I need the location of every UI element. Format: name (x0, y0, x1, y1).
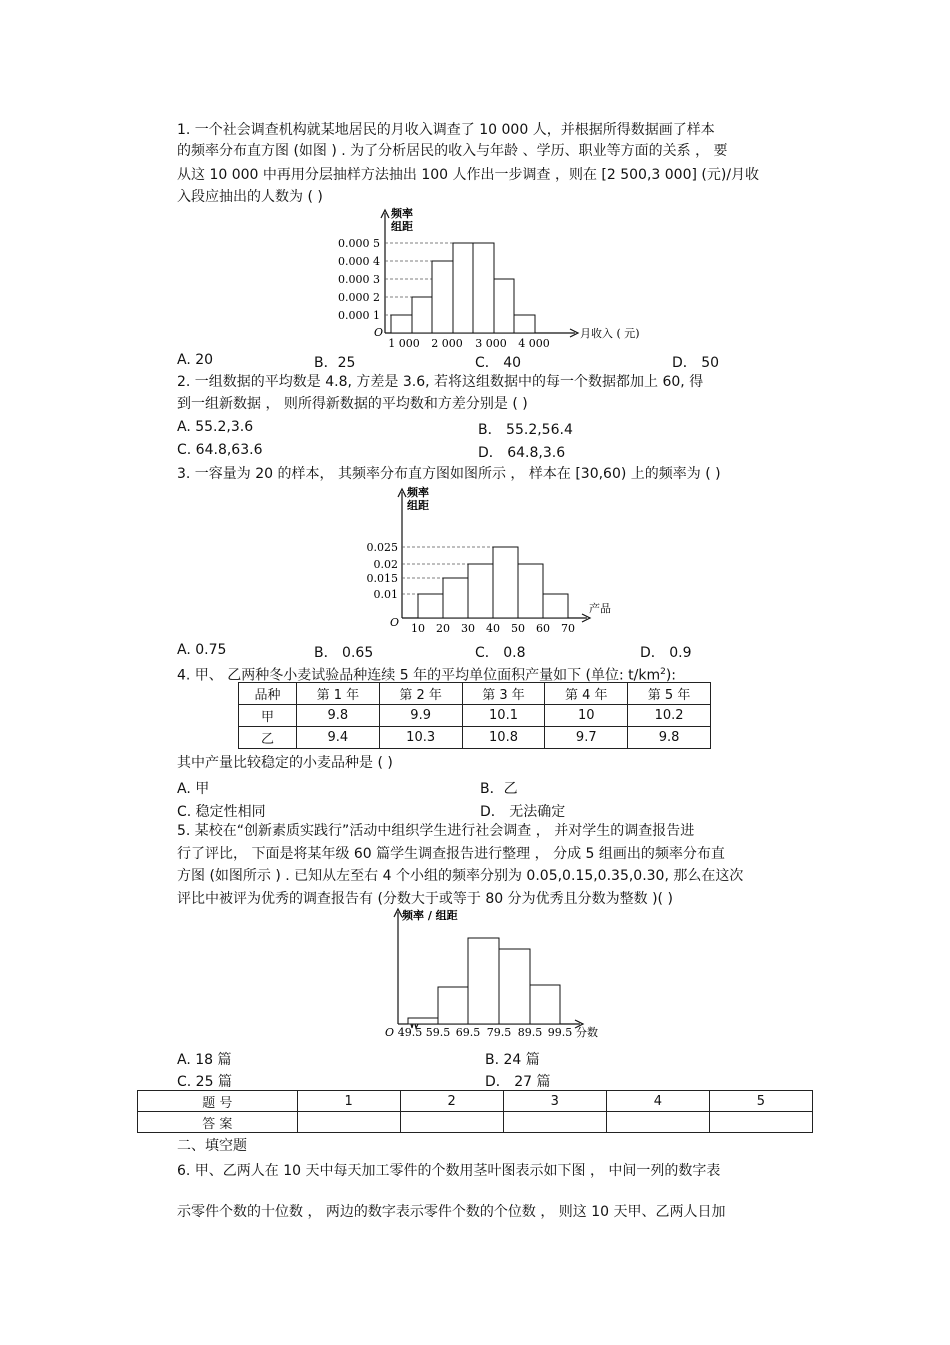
table-cell: 10 (545, 705, 628, 727)
chart1-ytick-2: 0.000 3 (338, 273, 380, 286)
chart2-xtick-4: 50 (511, 622, 525, 635)
q6-line-2: 示零件个数的十位数 ， 两边的数字表示零件个数的个位数 ， 则这 10 天甲、乙两人日加 (177, 1204, 726, 1220)
table-cell: 乙 (239, 727, 297, 749)
q5-option-c[interactable]: C. 25 篇 (177, 1074, 232, 1090)
q4-option-b[interactable]: B．乙 (480, 781, 518, 797)
q4-unit-end: ): (665, 667, 677, 684)
chart2-xtick-2: 30 (461, 622, 475, 635)
q4-option-c[interactable]: C. 稳定性相同 (177, 804, 266, 820)
chart1-ylabel-bottom: 组距 (391, 220, 413, 233)
q2-line-2: 到一组新数据 ， 则所得新数据的平均数和方差分别是 ( ) (177, 396, 528, 412)
answer-cell[interactable] (606, 1112, 709, 1133)
answer-question-number: 2 (400, 1091, 503, 1112)
answer-row-label: 答 案 (138, 1112, 298, 1133)
chart1-xtick-3: 4 000 (518, 337, 550, 350)
chart1-ytick-1: 0.000 4 (338, 255, 380, 268)
table-row (138, 1091, 813, 1112)
q6-line-1: 6. 甲、乙两人在 10 天中每天加工零件的个数用茎叶图表示如下图 ， 中间一列的数字表 (177, 1163, 721, 1179)
chart2-ytick-3: 0.01 (373, 588, 398, 601)
chart3-xtick-2: 69.5 (455, 1026, 481, 1039)
chart2-ylabel-bottom: 组距 (407, 499, 429, 512)
table-cell: 10.3 (379, 727, 462, 749)
answer-question-number: 3 (503, 1091, 606, 1112)
q2-option-a[interactable]: A. 55.2,3.6 (177, 419, 254, 435)
table-row (239, 705, 711, 727)
answer-question-number: 5 (709, 1091, 812, 1112)
table-cell: 10.2 (628, 705, 711, 727)
chart2-origin: O (390, 616, 400, 629)
answer-cell[interactable] (709, 1112, 812, 1133)
q3-option-a[interactable]: A. 0.75 (177, 642, 227, 658)
chart1-xtick-1: 2 000 (431, 337, 463, 350)
q1-line-1: 1. 一个社会调查机构就某地居民的月收入调查了 10 000 人，并根据所得数据画了样本 (177, 122, 715, 138)
chart1-xtick-0: 1 000 (388, 337, 420, 350)
q5-line-4: 评比中被评为优秀的调查报告有 (分数大于或等于 80 分为优秀且分数为整数 )( ) (177, 891, 673, 907)
chart2-ylabel-top: 频率 (407, 486, 429, 499)
table-cell: 9.7 (545, 727, 628, 749)
q1-option-a[interactable]: A. 20 (177, 352, 214, 368)
q3-text: 3. 一容量为 20 的样本， 其频率分布直方图如图所示 ， 样本在 [30,60) 上的频率为 ( ) (177, 466, 721, 482)
chart3-ylabel: 频率 / 组距 (402, 909, 458, 922)
score-histogram (380, 906, 610, 1044)
chart2-ytick-1: 0.02 (373, 558, 398, 571)
table-cell: 9.8 (628, 727, 711, 749)
chart3-xtick-1: 59.5 (425, 1026, 451, 1039)
chart3-xlabel: 分数 (576, 1026, 598, 1039)
wheat-yield-table (238, 682, 711, 749)
chart3-xtick-5: 99.5 (547, 1026, 573, 1039)
chart1-ylabel-top: 频率 (391, 207, 413, 220)
q3-option-c[interactable]: C． 0.8 (475, 645, 526, 661)
q1-option-b[interactable]: B．25 (314, 355, 356, 371)
chart1-xlabel: 月收入 ( 元) (580, 327, 640, 340)
chart2-xtick-5: 60 (536, 622, 550, 635)
chart3-xtick-3: 79.5 (486, 1026, 512, 1039)
q1-line-4: 入段应抽出的人数为 ( ) (177, 189, 323, 205)
q4-after-text: 其中产量比较稳定的小麦品种是 ( ) (177, 755, 393, 771)
chart1-ytick-0: 0.000 5 (338, 237, 380, 250)
q4-text-main: 4. 甲、 乙两种冬小麦试验品种连续 5 年的平均单位面积产量如下 (单位: t/km (177, 667, 661, 684)
header-cell: 第 1 年 (297, 683, 380, 705)
table-cell: 9.4 (297, 727, 380, 749)
header-cell: 第 2 年 (379, 683, 462, 705)
q5-option-d[interactable]: D． 27 篇 (485, 1074, 551, 1090)
answer-table (137, 1090, 813, 1133)
chart2-xtick-6: 70 (561, 622, 575, 635)
table-cell: 9.8 (297, 705, 380, 727)
chart2-ytick-0: 0.025 (366, 541, 398, 554)
q3-option-d[interactable]: D． 0.9 (640, 645, 692, 661)
q5-option-b[interactable]: B. 24 篇 (485, 1052, 540, 1068)
q1-option-d[interactable]: D． 50 (672, 355, 720, 371)
section-heading: 二、填空题 (177, 1138, 247, 1154)
header-cell: 第 5 年 (628, 683, 711, 705)
header-cell: 第 4 年 (545, 683, 628, 705)
answer-cell[interactable] (400, 1112, 503, 1133)
answer-cell[interactable] (297, 1112, 400, 1133)
table-cell: 10.8 (462, 727, 545, 749)
answer-header-label: 题 号 (138, 1091, 298, 1112)
q4-option-d[interactable]: D． 无法确定 (480, 804, 566, 820)
q3-option-b[interactable]: B． 0.65 (314, 645, 374, 661)
chart1-origin: O (374, 326, 384, 339)
table-row (138, 1112, 813, 1133)
chart2-ytick-2: 0.015 (366, 572, 398, 585)
q1-option-c[interactable]: C． 40 (475, 355, 522, 371)
chart3-xtick-0: 49.5 (397, 1026, 423, 1039)
chart3-origin: O (385, 1026, 395, 1039)
q2-option-b[interactable]: B． 55.2,56.4 (478, 422, 573, 438)
q5-line-3: 方图 (如图所示 ) . 已知从左至右 4 个小组的频率分别为 0.05,0.15,0.35,0.30, 那么在这次 (177, 868, 744, 884)
chart2-xtick-3: 40 (486, 622, 500, 635)
income-histogram (330, 205, 650, 353)
q2-option-c[interactable]: C. 64.8,63.6 (177, 442, 263, 458)
table-cell: 10.1 (462, 705, 545, 727)
chart1-ytick-4: 0.000 1 (338, 309, 380, 322)
answer-cell[interactable] (503, 1112, 606, 1133)
q1-line-2: 的频率分布直方图 (如图 ) . 为了分析居民的收入与年龄 、学历、职业等方面的关系 ， 要 (177, 143, 728, 159)
q4-option-a[interactable]: A. 甲 (177, 781, 210, 797)
table-row (239, 727, 711, 749)
q2-option-d[interactable]: D． 64.8,3.6 (478, 445, 566, 461)
chart1-ytick-3: 0.000 2 (338, 291, 380, 304)
table-row (239, 683, 711, 705)
answer-question-number: 4 (606, 1091, 709, 1112)
chart1-xtick-2: 3 000 (475, 337, 507, 350)
q5-line-1: 5. 某校在“创新素质实践行”活动中组织学生进行社会调查 ， 并对学生的调查报告进 (177, 823, 695, 839)
chart2-xtick-0: 10 (411, 622, 425, 635)
header-cell: 第 3 年 (462, 683, 545, 705)
chart3-xtick-4: 89.5 (517, 1026, 543, 1039)
chart2-xlabel: 产品 (589, 602, 611, 615)
table-cell: 甲 (239, 705, 297, 727)
q5-line-2: 行了评比， 下面是将某年级 60 篇学生调查报告进行整理 ， 分成 5 组画出的频率分布直 (177, 846, 725, 862)
q5-option-a[interactable]: A. 18 篇 (177, 1052, 232, 1068)
product-histogram (362, 484, 622, 640)
q4-unit-sup: 2 (660, 667, 666, 677)
header-cell: 品种 (239, 683, 297, 705)
q1-line-3: 从这 10 000 中再用分层抽样方法抽出 100 人作出一步调查 ，则在 [2 500,3 000] (元)/月收 (177, 167, 760, 183)
chart2-xtick-1: 20 (436, 622, 450, 635)
answer-question-number: 1 (297, 1091, 400, 1112)
q2-line-1: 2. 一组数据的平均数是 4.8, 方差是 3.6, 若将这组数据中的每一个数据都加上 60, 得 (177, 374, 704, 390)
table-cell: 9.9 (379, 705, 462, 727)
